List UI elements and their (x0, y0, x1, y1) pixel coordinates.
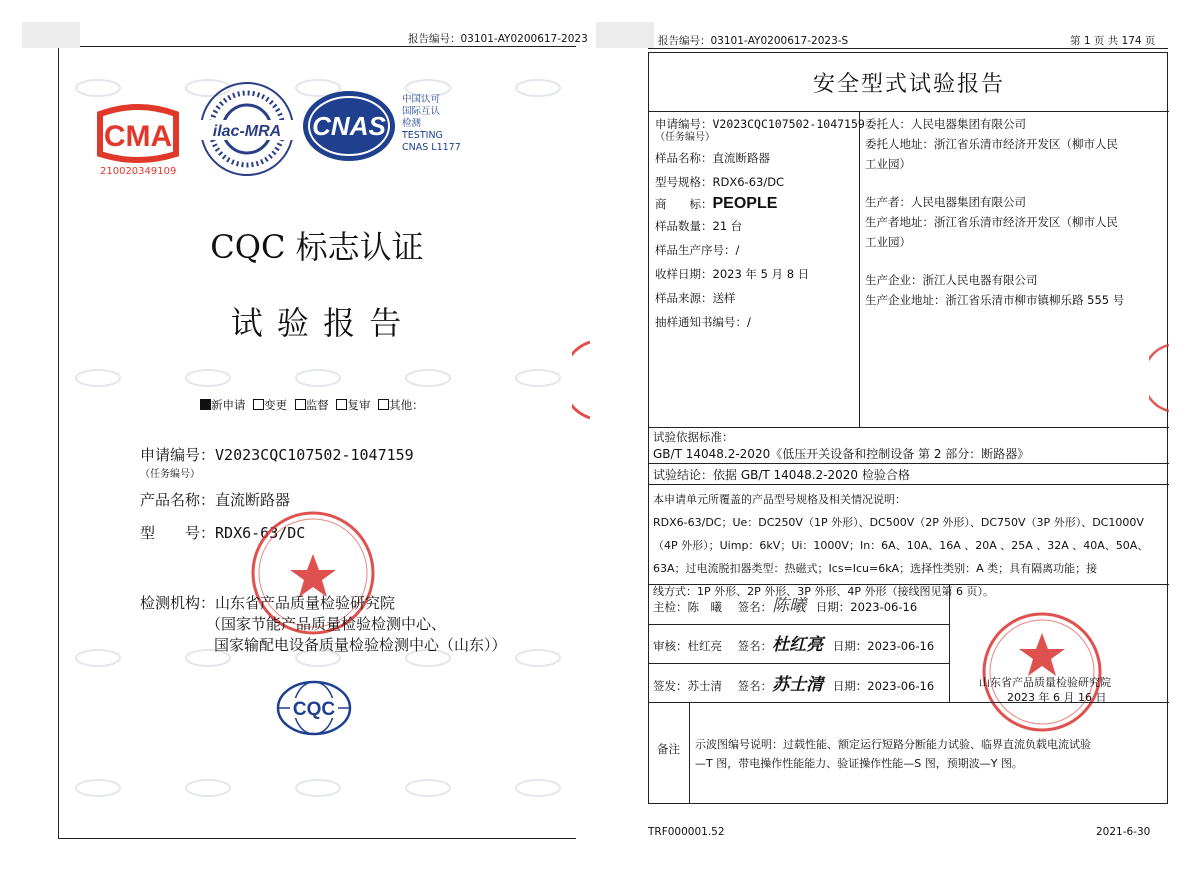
cma-number: 210020349109 (100, 166, 177, 177)
cnas-logo-icon (300, 88, 398, 164)
handwritten-signature: 杜红亮 (772, 635, 824, 655)
testing-org-field (140, 592, 395, 613)
issuing-seal-icon (977, 609, 1107, 735)
description-line: 63A；过电流脱扣器类型：热磁式；Ics=Icu=6kA；选择性类别：A 类；具有隔离功能；接 (653, 562, 1098, 575)
cnas-side-line: 检测 (402, 118, 422, 129)
model-spec: 型号规格：RDX6-63/DC (655, 175, 785, 189)
edge-seal-icon (572, 340, 590, 420)
divider (649, 584, 1169, 585)
signer-row-inspector (653, 598, 949, 615)
divider (649, 427, 1169, 428)
description-line: 线方式：1P 外形、2P 外形、3P 外形、4P 外形（接线图见第 6 页）。 (653, 585, 995, 598)
client-address: 委托人地址：浙江省乐清市经济开发区（柳市人民 (865, 137, 1118, 151)
testing-org-line-3: 国家输配电设备质量检验检测中心（山东）） (214, 636, 507, 654)
producer-address-cont: 工业园） (865, 235, 911, 249)
sample-quantity: 样品数量：21 台 (655, 219, 743, 233)
task-number-note: （任务编号） (655, 132, 715, 143)
handwritten-signature: 陈曦 (772, 596, 807, 616)
cnas-side-line: CNAS L1177 (402, 142, 461, 153)
right-info-column (865, 116, 1124, 308)
signer-role: 主检：陈 曦 (653, 600, 722, 614)
cnas-side-line: 国际互认 (402, 106, 441, 117)
header-rule (648, 48, 1168, 49)
remark-line: —T 图，带电操作性能能力、验证操作性能—S 图，预期波—Y 图。 (695, 757, 1023, 770)
checkbox-supervision[interactable] (295, 399, 306, 410)
cnas-side-text (402, 94, 461, 154)
product-name-field (140, 489, 290, 510)
sampling-notice: 抽样通知书编号：/ (655, 315, 751, 329)
testing-org-line-2: （国家节能产品质量检验检测中心、 (206, 615, 447, 633)
checkbox-label: 新申请 (211, 398, 246, 412)
left-info-column (655, 116, 865, 330)
signature-divider (949, 584, 950, 702)
application-type-row (200, 397, 424, 413)
checkbox-label: 监督 (305, 398, 329, 412)
description-line: RDX6-63/DC；Ue：DC250V（1P 外形）、DC500V（2P 外形）、DC750V（3P 外形）、DC1000V (653, 516, 1144, 529)
factory: 生产企业：浙江人民电器有限公司 (865, 273, 1038, 287)
header-rule (80, 46, 576, 47)
application-number: 申请编号：V2023CQC107502-1047159 (655, 117, 865, 131)
divider (649, 484, 1169, 485)
sample-serial: 样品生产序号：/ (655, 243, 740, 257)
report-number: 报告编号：03101-AY0200617-2023-S (658, 35, 849, 47)
factory-address: 生产企业地址：浙江省乐清市柳市镇柳乐路 555 号 (865, 293, 1125, 307)
cnas-side-line: 中国认可 (402, 94, 441, 105)
standard-value: GB/T 14048.2-2020《低压开关设备和控制设备 第 2 部分：断路器》 (653, 447, 1030, 461)
standard-label: 试验依据标准： (653, 430, 734, 444)
signer-row-reviewer (653, 637, 949, 654)
edge-seal-icon (1149, 343, 1169, 413)
cover-title: CQC 标志认证 (210, 228, 424, 266)
ilac-mra-logo-icon (198, 80, 296, 178)
scan-tab (596, 22, 654, 48)
sign-label: 签名： (737, 600, 773, 614)
signer-role: 签发：苏士清 (653, 679, 722, 693)
cqc-logo-text: CQC (292, 699, 336, 720)
remark-line: 示波图编号说明：过载性能、额定运行短路分断能力试验、临界直流负载电流试验 (695, 738, 1091, 751)
field-value: V2023CQC107502-1047159 (215, 446, 414, 464)
sample-source: 样品来源：送样 (655, 291, 736, 305)
cma-logo-icon (92, 104, 184, 164)
form-version-date: 2021-6-30 (1096, 826, 1151, 838)
frame-bottom (58, 838, 576, 839)
signer-row-issuer (653, 677, 949, 694)
scope-description (653, 488, 1148, 603)
field-label: 检测机构： (140, 594, 216, 612)
sign-label: 签名： (737, 679, 773, 693)
cnas-logo-text: CNAS (312, 111, 386, 141)
description-line: （4P 外形）；Uimp：6kV；Ui：1000V；In：6A、10A、16A 、20A 、25A 、32A 、40A、50A、 (653, 539, 1149, 552)
divider (649, 624, 949, 625)
cma-logo-text: CMA (103, 120, 173, 153)
sign-date: 日期：2023-06-16 (832, 679, 935, 693)
field-label: 申请编号： (140, 446, 216, 464)
trademark-value: PEOPLE (712, 195, 778, 212)
checkbox-change[interactable] (253, 399, 264, 410)
checkbox-review[interactable] (336, 399, 347, 410)
handwritten-signature: 苏士清 (772, 675, 824, 695)
checkbox-label: 其他： (389, 398, 424, 412)
report-number: 报告编号：03101-AY0200617-2023 (408, 33, 588, 45)
field-label: 型 号： (140, 524, 216, 542)
remark-text (695, 735, 1091, 773)
test-conclusion: 试验结论：依据 GB/T 14048.2-2020 检验合格 (653, 468, 910, 482)
sign-label: 签名： (737, 639, 773, 653)
producer-address: 生产者地址：浙江省乐清市经济开发区（柳市人民 (865, 215, 1118, 229)
sign-date: 日期：2023-06-16 (832, 639, 935, 653)
page-info: 第 1 页 共 174 页 (1070, 35, 1156, 47)
divider (649, 463, 1169, 464)
cqc-logo-icon (276, 680, 352, 736)
checkbox-label: 变更 (264, 398, 288, 412)
divider (649, 111, 1169, 112)
description-line: 本申请单元所覆盖的产品型号规格及相关情况说明： (653, 493, 906, 506)
sample-name: 样品名称：直流断路器 (655, 151, 770, 165)
receive-date: 收样日期：2023 年 5 月 8 日 (655, 267, 810, 281)
field-value: RDX6-63/DC (215, 524, 306, 542)
report-title: 安全型式试验报告 (812, 72, 1005, 97)
field-label: 产品名称： (140, 491, 216, 509)
signer-role: 审核：杜红亮 (653, 639, 722, 653)
sign-date: 日期：2023-06-16 (815, 600, 918, 614)
report-table (648, 52, 1168, 804)
ilac-logo-text: ilac-MRA (212, 123, 282, 140)
field-value: 山东省产品质量检验研究院 (215, 594, 396, 612)
client-address-cont: 工业园） (865, 157, 911, 171)
checkbox-label: 复审 (347, 398, 371, 412)
seal-date: 2023 年 6 月 16 日 (1007, 691, 1107, 704)
application-number-field (140, 444, 414, 465)
cover-page (0, 0, 590, 884)
scan-tab (22, 22, 80, 48)
task-number-note: （任务编号） (140, 469, 200, 480)
divider (649, 663, 949, 664)
divider (649, 702, 1169, 703)
form-code: TRF000001.52 (648, 826, 725, 838)
report-page (596, 0, 1200, 884)
trademark-row (655, 196, 865, 212)
client: 委托人：人民电器集团有限公司 (865, 117, 1026, 131)
cnas-side-line: TESTING (402, 130, 443, 141)
checkbox-other[interactable] (378, 399, 389, 410)
producer: 生产者：人民电器集团有限公司 (865, 195, 1026, 209)
trademark-label: 商 标： (655, 197, 713, 211)
checkbox-new[interactable] (200, 399, 211, 410)
cover-subtitle: 试 验 报 告 (230, 304, 404, 342)
remark-label: 备注 (657, 742, 680, 756)
remark-divider (689, 702, 690, 803)
field-value: 直流断路器 (215, 491, 291, 509)
seal-org-name: 山东省产品质量检验研究院 (979, 676, 1111, 689)
